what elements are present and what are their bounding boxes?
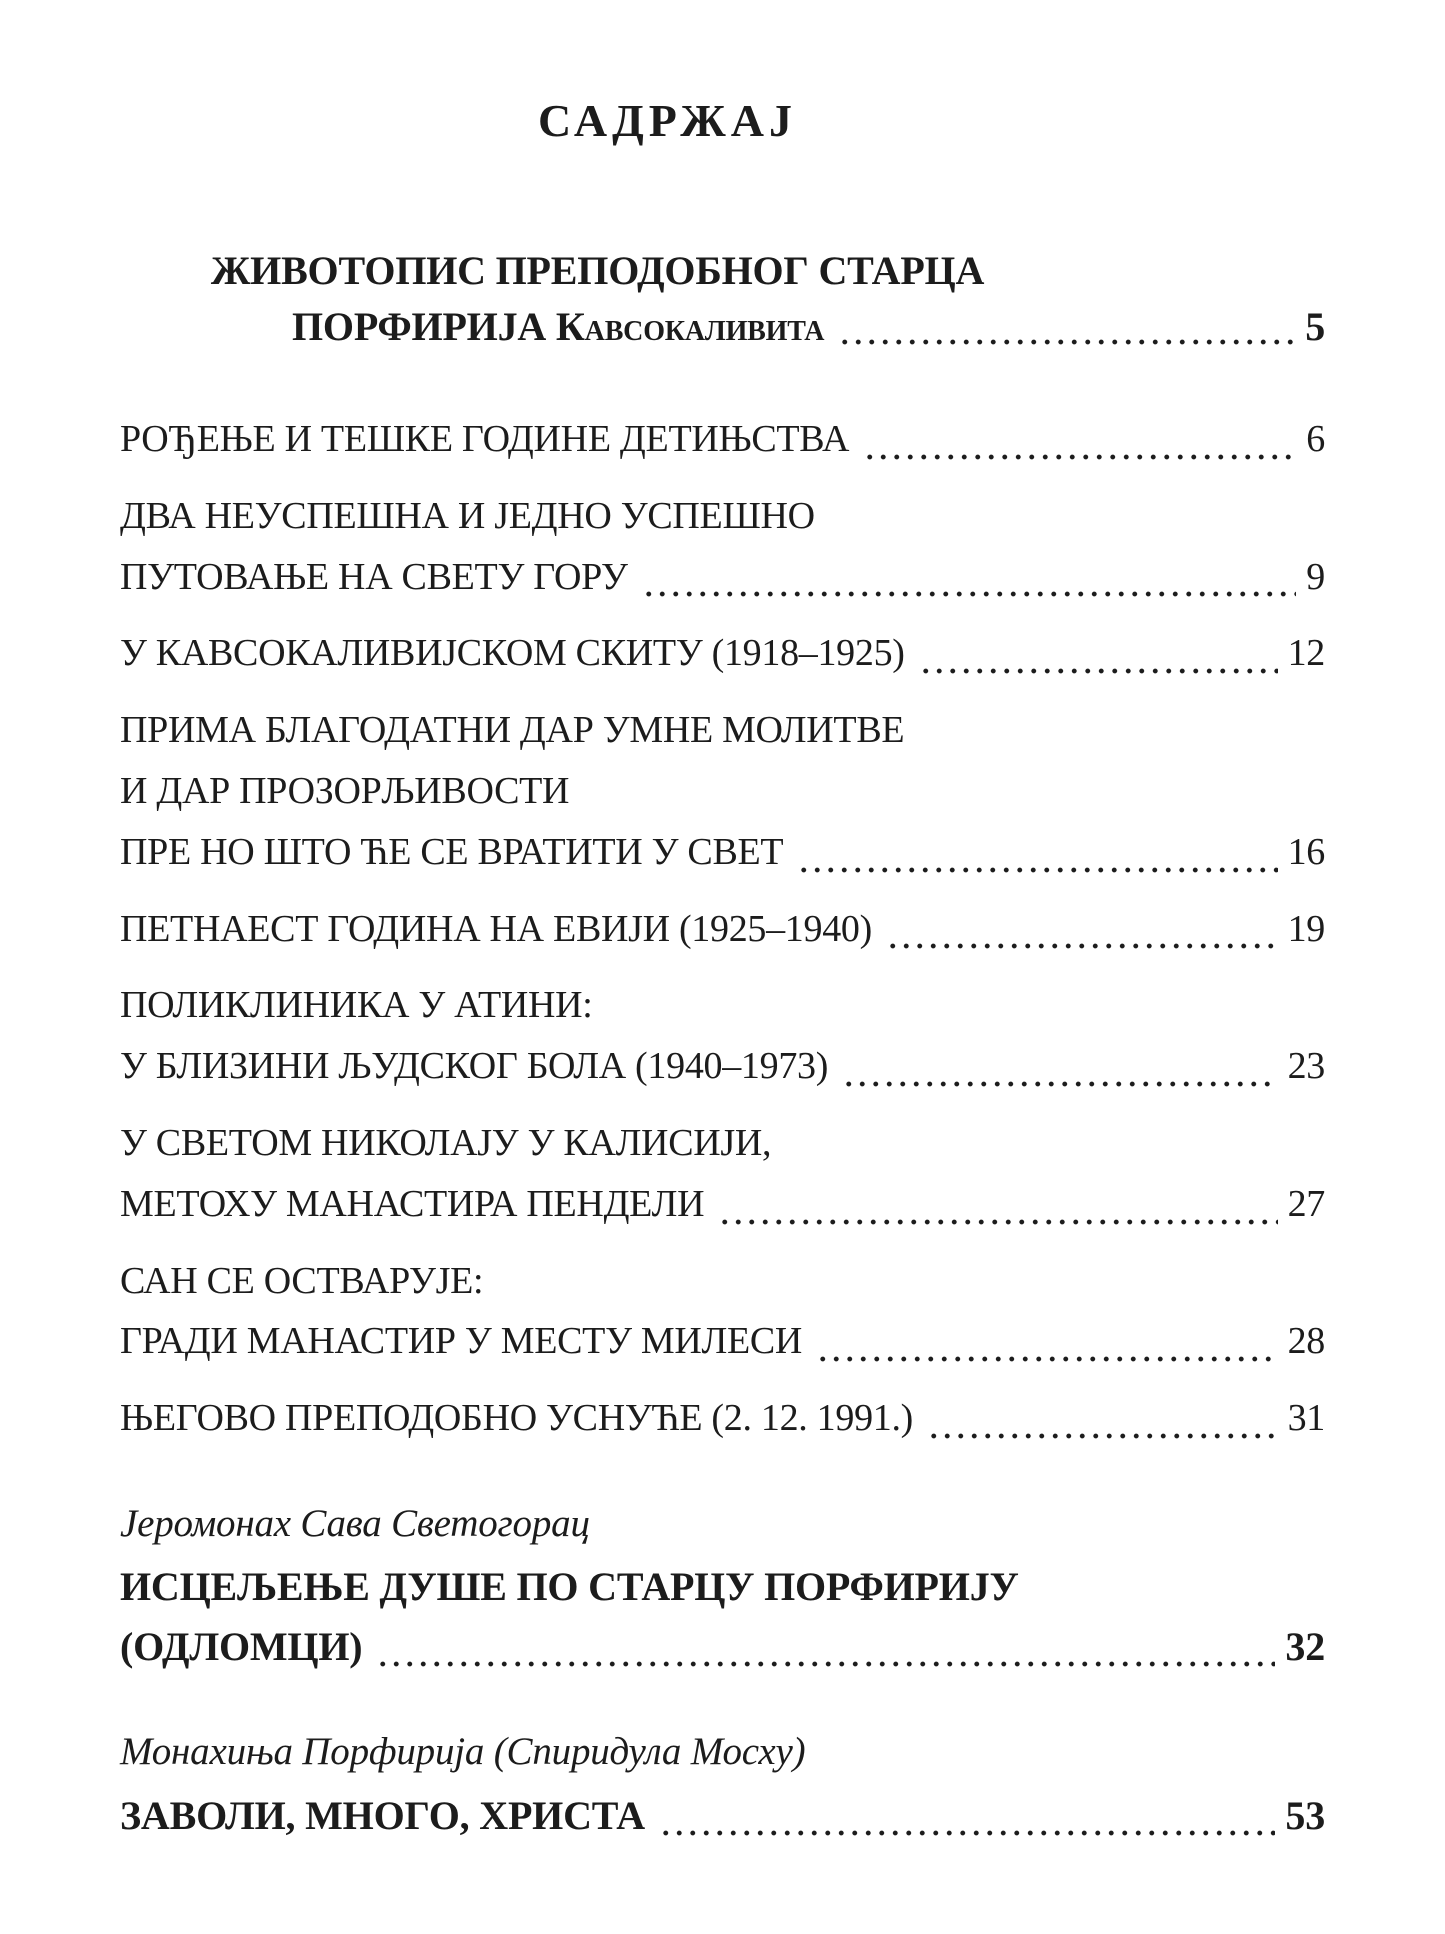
- page-number: 5: [1305, 304, 1325, 349]
- section-author: Монахиња Порфирија (Спиридула Мосху): [120, 1730, 806, 1774]
- toc-entry: [120, 899, 1325, 960]
- section-title: ЗАВОЛИ, МНОГО, ХРИСТА: [120, 1792, 645, 1838]
- toc-entry: [120, 1113, 1325, 1235]
- dot-leader: [884, 899, 1278, 960]
- entry-text: ЊЕГОВО ПРЕПОДОБНО УСНУЋЕ (2. 12. 1991.): [120, 1397, 914, 1440]
- entry-text: ПОЛИКЛИНИКА У АТИНИ:: [120, 984, 593, 1027]
- section-author: Јеромонах Сава Светогорац: [120, 1501, 590, 1545]
- main-heading-line: ПОРФИРИЈА Кавсокаливита: [292, 304, 825, 349]
- dot-leader: [795, 822, 1277, 883]
- entry-text: РОЂЕЊЕ И ТЕШКЕ ГОДИНЕ ДЕТИЊСТВА: [120, 418, 850, 460]
- page-number: 23: [1287, 1045, 1325, 1088]
- entry-text: САН СЕ ОСТВАРУЈЕ:: [120, 1259, 484, 1302]
- page-number: 16: [1287, 830, 1325, 873]
- main-heading: [120, 243, 1325, 355]
- dot-leader: [836, 299, 1295, 355]
- entry-text: ПРЕ НО ШТО ЋЕ СЕ ВРАТИТИ У СВЕТ: [120, 830, 784, 873]
- heading-indent: [120, 299, 292, 355]
- page-number: 28: [1287, 1320, 1325, 1363]
- dot-leader: [840, 1036, 1278, 1097]
- toc-entry: [120, 1251, 1325, 1373]
- page-number: 27: [1287, 1182, 1325, 1225]
- toc-entry: [120, 1388, 1325, 1449]
- entry-text: ПУТОВАЊЕ НА СВЕТУ ГОРУ: [120, 555, 628, 598]
- dot-leader: [374, 1617, 1275, 1677]
- page-title: САДРЖАЈ: [538, 95, 797, 146]
- page-number: 31: [1287, 1397, 1325, 1440]
- entry-text: ПЕТНАЕСТ ГОДИНА НА ЕВИЈИ (1925–1940): [120, 907, 872, 950]
- main-heading-line: ЖИВОТОПИС ПРЕПОДОБНОГ СТАРЦА: [210, 248, 985, 293]
- section-title: ИСЦЕЉЕЊЕ ДУШЕ ПО СТАРЦУ ПОРФИРИЈУ: [120, 1564, 1019, 1610]
- page-number: 12: [1287, 632, 1325, 675]
- dot-leader: [640, 547, 1297, 608]
- toc-entry: [120, 623, 1325, 684]
- dot-leader: [716, 1174, 1277, 1235]
- page-number: 6: [1306, 418, 1325, 460]
- entry-text: У СВЕТОМ НИКОЛАЈУ У КАЛИСИЈИ,: [120, 1121, 772, 1164]
- entry-text: МЕТОХУ МАНАСТИРА ПЕНДЕЛИ: [120, 1182, 705, 1225]
- entry-text: ГРАДИ МАНАСТИР У МЕСТУ МИЛЕСИ: [120, 1320, 803, 1363]
- page-number: 19: [1287, 907, 1325, 950]
- entry-text: У КАВСОКАЛИВИЈСКОМ СКИТУ (1918–1925): [120, 632, 905, 675]
- entry-text: У БЛИЗИНИ ЉУДСКОГ БОЛА (1940–1973): [120, 1045, 829, 1088]
- dot-leader: [917, 623, 1278, 684]
- page-number: 53: [1285, 1792, 1325, 1838]
- toc-entry: [120, 409, 1325, 470]
- toc-entry: [120, 486, 1325, 608]
- toc-section: [120, 1723, 1325, 1846]
- dot-leader: [657, 1786, 1275, 1846]
- dot-leader: [814, 1311, 1278, 1372]
- toc-section: [120, 1495, 1325, 1678]
- page-number: 32: [1285, 1624, 1325, 1670]
- dot-leader: [925, 1388, 1278, 1449]
- entry-text: ПРИМА БЛАГОДАТНИ ДАР УМНЕ МОЛИТВЕ: [120, 709, 905, 752]
- section-title: (ОДЛОМЦИ): [120, 1624, 363, 1670]
- dot-leader: [861, 409, 1296, 470]
- entry-text: И ДАР ПРОЗОРЉИВОСТИ: [120, 769, 570, 812]
- toc-entry: [120, 975, 1325, 1097]
- entry-text: ДВА НЕУСПЕШНА И ЈЕДНО УСПЕШНО: [120, 494, 815, 537]
- page-number: 9: [1306, 555, 1325, 598]
- toc-entry: [120, 700, 1325, 882]
